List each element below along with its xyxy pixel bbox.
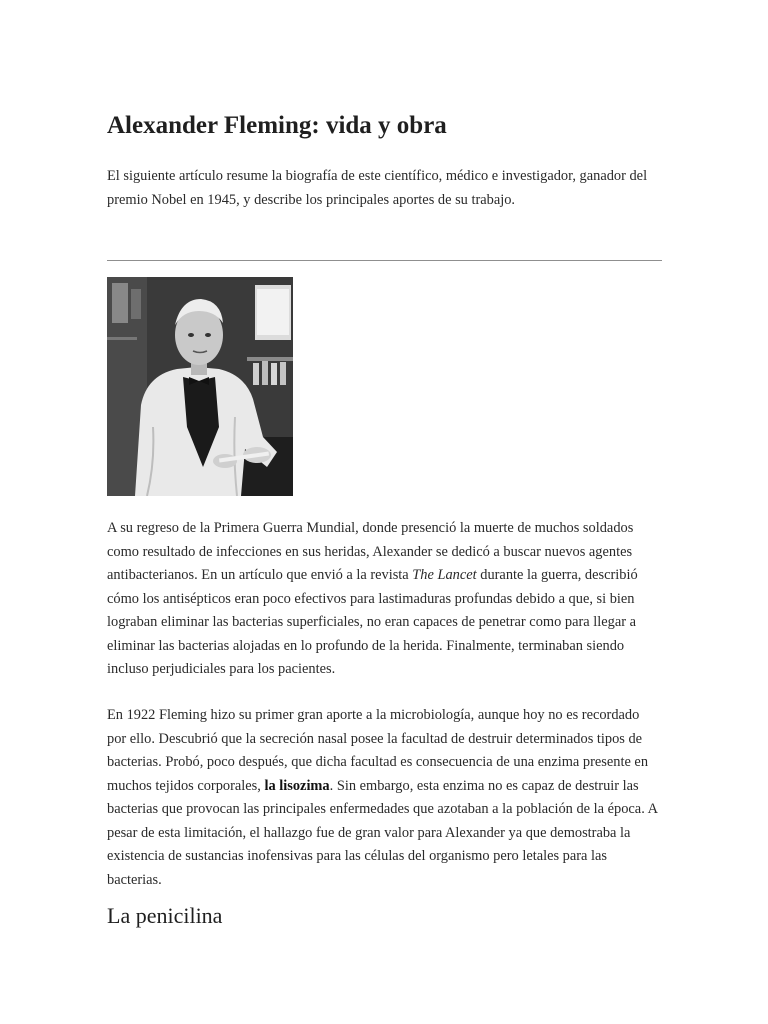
article-intro: El siguiente artículo resume la biografía de este científico, médico e investigador, ganador del premio Nobel en 1945, y describe los principales aportes de su trabajo. [107, 168, 648, 208]
paragraph-text: durante la guerra, describió cómo los antisépticos eran poco efectivos para lastimaduras profundas debido a que, si bien lograban eliminar las bacterias superficiales, no eran capaces de penetrar como para llegar a eliminar las bacterias alojadas en lo profundo de la herida. Finalmente, terminaban siendo incluso perjudiciales para los pacientes. [107, 567, 638, 677]
paragraph-lysozyme [107, 704, 662, 892]
paragraph-war-research [107, 517, 662, 682]
paragraph-text: . Sin embargo, esta enzima no es capaz de destruir las bacterias que provocan las principales enfermedades que azotaban a la población de la época. A pesar de esta limitación, el hallazgo fue de gran valor para Alexander ya que demostraba la existencia de sustancias inofensivas para las células del organismo pero letales para las bacterias. [107, 777, 658, 888]
lysozyme-term: la lisozima [264, 777, 330, 794]
divider [107, 260, 662, 261]
paragraph-text: En 1922 Fleming hizo su primer gran aporte a la microbiología, aunque hoy no es recordado por ello. Descubrió que la secreción nasal posee la facultad de destruir determinados tipos de bacterias. Probó, poco después, que dicha facultad es consecuencia de una enzima presente en muchos tejidos corporales, [107, 707, 649, 794]
fleming-portrait [107, 277, 293, 496]
paragraph-text: A su regreso de la Primera Guerra Mundial, donde presenció la muerte de muchos soldados como resultado de infecciones en sus heridas, Alexander se dedicó a buscar nuevos agentes antibacterianos. En un artículo que envió a la revista [107, 520, 634, 583]
article-title: Alexander Fleming: vida y obra [107, 112, 447, 139]
section-heading-penicillin: La penicilina [107, 903, 223, 928]
journal-name: The Lancet [412, 567, 477, 583]
